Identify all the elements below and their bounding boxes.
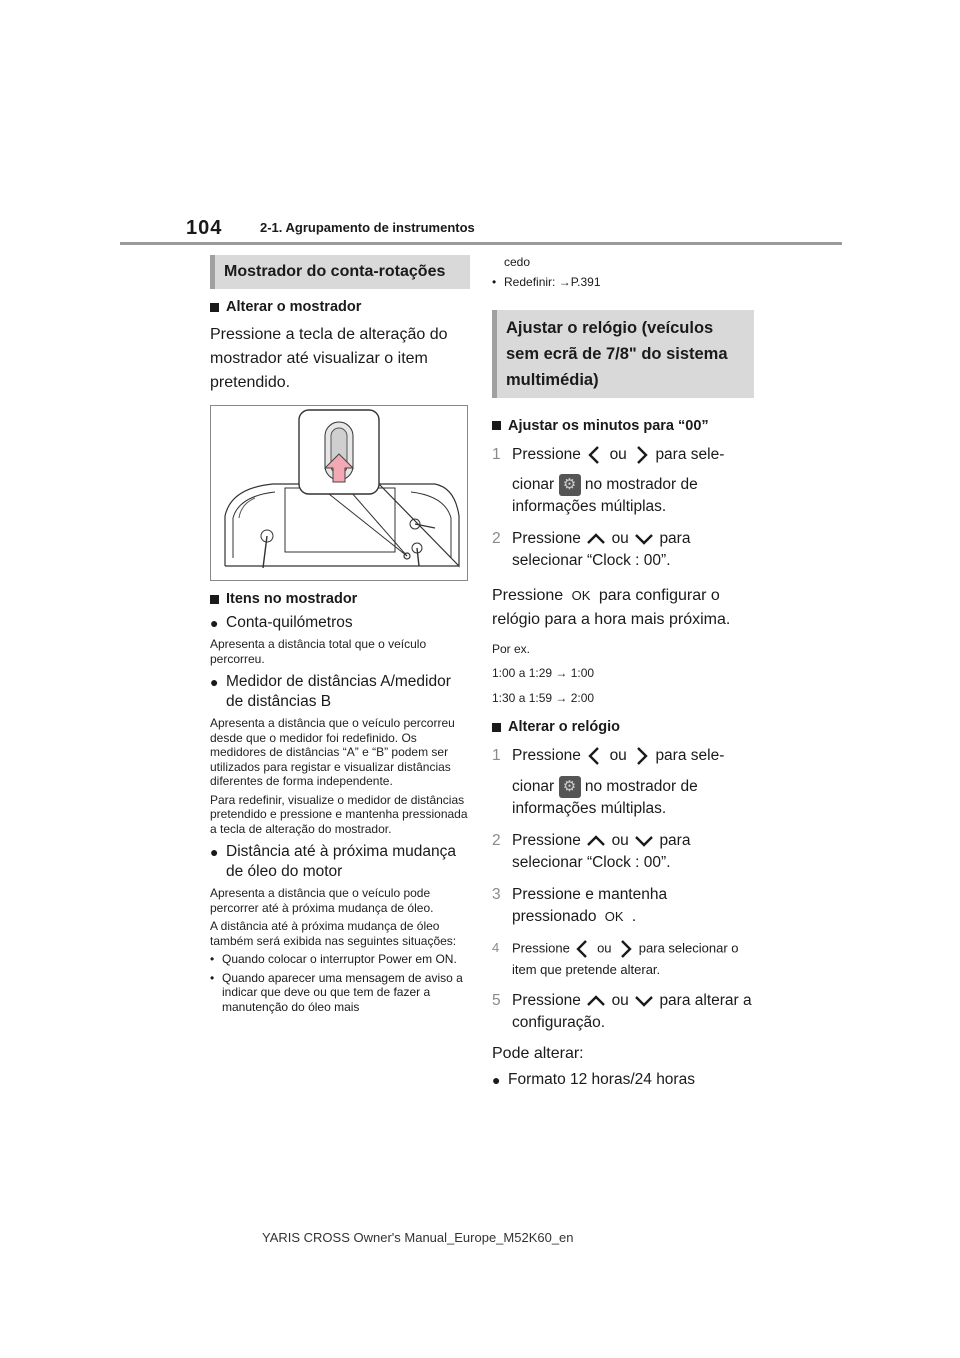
oil-item: ● Distância até à próxima mudança de óleo do motor [210,843,457,880]
bullet-icon: ● [210,674,219,690]
gear-icon: ⚙ [559,474,581,496]
chevron-down-icon [633,531,655,547]
left-column [210,255,470,1014]
trip-item: ● Medidor de distâncias A/medidor de distâncias B [210,673,451,710]
chevron-right-icon [631,745,651,767]
example-label: Por ex. [492,641,531,656]
chevron-up-icon [585,833,607,849]
chevron-down-icon [633,993,655,1009]
square-bullet-icon [492,421,501,430]
oil-bullet-2: • Quando aparecer uma mensagem de aviso a indicar que deve ou que tem de fazer a manutenção do óleo mais [210,970,463,1014]
continued-text: cedo [504,255,531,269]
ok-button-icon: OK [571,587,591,603]
dashboard-illustration [210,405,468,581]
square-bullet-icon [210,595,219,604]
alter-display-text: Pressione a tecla de alteração do mostrador até visualizar o item pretendido. [210,326,448,391]
instrument-cluster-icon [211,406,468,581]
chevron-left-icon [573,938,593,960]
oil-desc-1: Apresenta a distância que o veículo pode percorrer até à próxima mudança de óleo. [210,886,434,915]
oil-bullet-1: • Quando colocar o interruptor Power em ON. [210,952,457,966]
can-change-label: Pode alterar: [492,1044,584,1062]
page-number: 104 [186,217,223,239]
clock-step-4: 4 Pressione ou para selecionar o item que pretende alterar. [492,939,739,977]
right-column [492,255,754,1090]
odometer-item: ● Conta-quilómetros [210,614,353,631]
clock-step-1: 1 Pressione ou para sele- cionar ⚙ no mostrador de informações múltiplas. [492,747,725,817]
square-bullet-icon [492,723,501,732]
chevron-left-icon [585,444,605,466]
oil-desc-2: A distância até à próxima mudança de óleo também será exibida nas seguintes situações: [210,919,457,948]
minutes-ok-text: Pressione OK para configurar o relógio para a hora mais próxima. [492,586,731,628]
bullet-icon: ● [492,1071,501,1088]
minutes-step-2: 2 Pressione ou para selecionar “Clock : 00”. [492,529,691,569]
minutes-step-1: 1 Pressione ou para sele- cionar ⚙ no mostrador de informações múltiplas. [492,445,725,515]
items-title: Itens no mostrador [210,591,470,607]
square-bullet-icon [210,303,219,312]
chevron-up-icon [585,531,607,547]
redefine-bullet: • Redefinir: →P.391 [492,275,601,289]
chevron-up-icon [585,993,607,1009]
clock-heading: Ajustar o relógio (veículos sem ecrã de 7/8" do sistema multimédia) [492,310,754,398]
chevron-down-icon [633,833,655,849]
format-item: ● Formato 12 horas/24 horas [492,1070,695,1088]
section-title: 2-1. Agrupamento de instrumentos [260,220,475,235]
clock-title: Alterar o relógio [492,719,754,735]
odometer-desc: Apresenta a distância total que o veículo percorreu. [210,637,427,666]
footer-text: YARIS CROSS Owner's Manual_Europe_M52K60_en [262,1230,574,1245]
bullet-icon: ● [210,844,219,860]
trip-desc-1: Apresenta a distância que o veículo percorreu desde que o medidor foi redefinido. Os medidores de distâncias “A” e “B” podem ser utilizados para registar e visualizar distâncias diferentes de forma independente. [210,716,455,788]
header-rule [120,242,842,245]
alter-display-title: Alterar o mostrador [210,299,470,315]
bullet-icon: ● [210,615,219,631]
example-1: 1:00 a 1:29 → 1:00 [492,666,595,681]
chevron-right-icon [615,938,635,960]
tachometer-heading: Mostrador do conta-rotações [210,255,470,289]
minutes-title: Ajustar os minutos para “00” [492,418,754,434]
example-2: 1:30 a 1:59 → 2:00 [492,690,595,705]
chevron-right-icon [631,444,651,466]
gear-icon: ⚙ [559,776,581,798]
clock-step-5: 5 Pressione ou para alterar a configuração. [492,991,752,1031]
clock-step-2: 2 Pressione ou para selecionar “Clock : 00”. [492,831,691,871]
chevron-left-icon [585,745,605,767]
clock-step-3: 3 Pressione e mantenha pressionado OK . [492,885,668,925]
ok-button-icon: OK [604,908,624,924]
trip-desc-2: Para redefinir, visualize o medidor de distâncias pretendido e pressione e mantenha pressionada a tecla de alteração do mostrador. [210,792,468,836]
